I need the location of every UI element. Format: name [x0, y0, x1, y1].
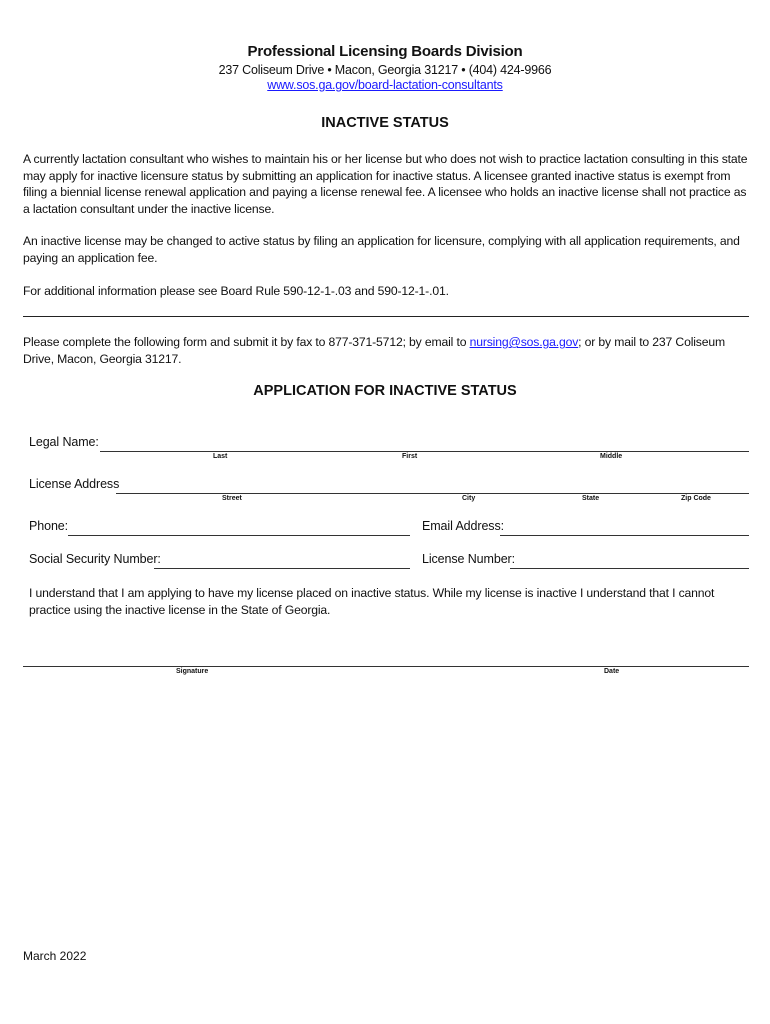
date-caption: Date: [604, 668, 620, 675]
legal-name-first-caption: First: [402, 453, 418, 460]
submission-email-link[interactable]: nursing@sos.ga.gov: [469, 335, 579, 349]
revision-date: March 2022: [23, 949, 87, 963]
org-address: 237 Coliseum Drive • Macon, Georgia 31217 • (404) 424-9966: [218, 63, 552, 77]
ssn-label: Social Security Number:: [29, 552, 161, 566]
section-divider: [23, 316, 749, 317]
legal-name-label: Legal Name:: [29, 435, 99, 449]
ssn-field[interactable]: [154, 568, 410, 569]
application-heading: APPLICATION FOR INACTIVE STATUS: [253, 383, 517, 399]
license-number-field[interactable]: [510, 568, 749, 569]
submission-instructions: [23, 334, 751, 367]
board-rule-reference: For additional information please see Board Rule 590-12-1-.03 and 590-12-1-.01.: [23, 284, 449, 298]
address-zip-caption: Zip Code: [681, 495, 711, 502]
inactive-status-paragraph-1: A currently lactation consultant who wishes to maintain his or her license but who does not wish to practice lactation consulting in this state may apply for inactive licensure status by submitting an application for inactive status. A licensee granted inactive status is exempt from filing a biennial license renewal application and paying a license renewal fee. A licensee who holds an inactive license shall not practice as a lactation consultant under the inactive license.: [23, 152, 748, 216]
phone-field[interactable]: [68, 535, 410, 536]
address-city-caption: City: [462, 495, 476, 502]
legal-name-last-caption: Last: [213, 453, 228, 460]
license-address-label: License Address: [29, 477, 120, 491]
phone-label: Phone:: [29, 519, 69, 533]
acknowledgement-statement: I understand that I am applying to have my license placed on inactive status. While my license is inactive I understand that I cannot practice using the inactive license in the State of Georgia.: [29, 586, 715, 617]
address-street-caption: Street: [222, 495, 242, 502]
org-title: Professional Licensing Boards Division: [247, 43, 523, 60]
address-state-caption: State: [582, 495, 600, 502]
legal-name-middle-caption: Middle: [600, 453, 623, 460]
submission-text-before: Please complete the following form and submit it by fax to 877-371-5712; by email to: [23, 335, 470, 349]
email-field[interactable]: [500, 535, 749, 536]
legal-name-field[interactable]: [100, 451, 749, 452]
email-label: Email Address:: [422, 519, 504, 533]
signature-caption: Signature: [176, 668, 209, 675]
license-number-label: License Number:: [422, 552, 515, 566]
license-address-field[interactable]: [116, 493, 749, 494]
inactive-status-paragraph-2: An inactive license may be changed to active status by filing an application for licensure, complying with all application requirements, and paying an application fee.: [23, 234, 740, 265]
signature-date-line[interactable]: [23, 666, 749, 667]
inactive-status-heading: INACTIVE STATUS: [321, 115, 449, 131]
board-website-link[interactable]: www.sos.ga.gov/board-lactation-consultants: [267, 78, 503, 92]
submission-text-after: ; or by mail to 237 Coliseum Drive, Macon, Georgia 31217.: [23, 335, 726, 366]
